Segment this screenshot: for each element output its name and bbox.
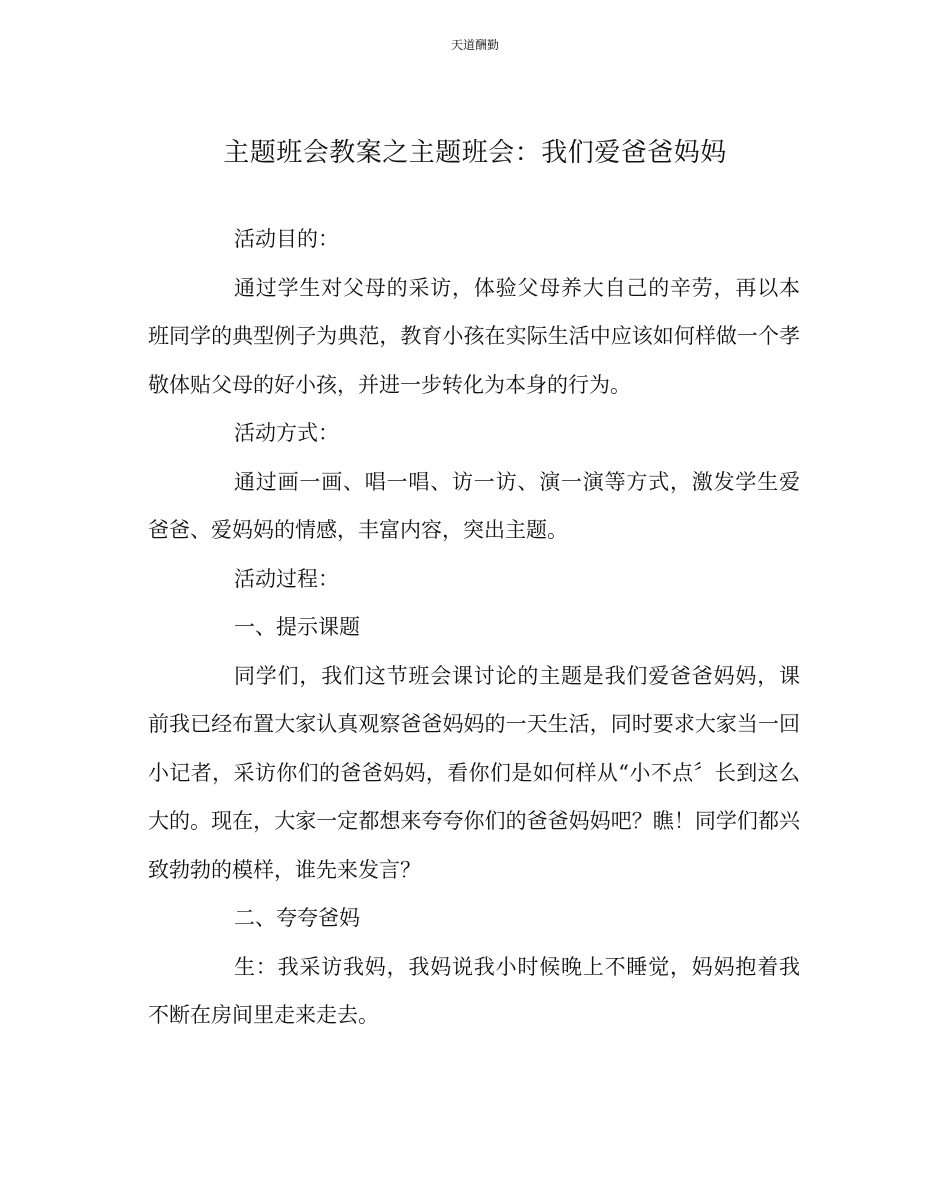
document-title: 主题班会教案之主题班会：我们爱爸爸妈妈 bbox=[223, 138, 727, 168]
document-body bbox=[148, 215, 800, 1040]
subheading-topic: 一、提示课题 bbox=[234, 615, 360, 639]
page-header: 天道酬勤 bbox=[450, 38, 499, 52]
section-heading-process: 活动过程： bbox=[234, 566, 339, 591]
subheading-praise: 二、夸夸爸妈 bbox=[234, 906, 360, 930]
section-heading-purpose: 活动目的： bbox=[234, 227, 339, 251]
paragraph-intro: 同学们，我们这节班会课讨论的主题是我们爱爸爸妈妈，课前我已经布置大家认真观察爸爸妈妈的一天生活，同时要求大家当一回小记者，采访你们的爸爸妈妈，看你们是如何样从“小不点〞长到这么大的。现在，大家一定都想来夸夸你们的爸爸妈妈吧？瞧！同学们都兴致勃勃的模样，谁先来发言？ bbox=[148, 663, 800, 882]
paragraph-student: 生：我采访我妈，我妈说我小时候晚上不睡觉，妈妈抱着我不断在房间里走来走去。 bbox=[148, 954, 800, 1027]
paragraph-purpose: 通过学生对父母的采访，体验父母养大自己的辛劳，再以本班同学的典型例子为典范，教育小孩在实际生活中应该如何样做一个孝敬体贴父母的好小孩，并进一步转化为本身的行为。 bbox=[148, 275, 800, 397]
section-heading-method: 活动方式： bbox=[234, 421, 339, 445]
paragraph-method: 通过画一画、唱一唱、访一访、演一演等方式，激发学生爱爸爸、爱妈妈的情感，丰富内容，突出主题。 bbox=[148, 469, 800, 542]
